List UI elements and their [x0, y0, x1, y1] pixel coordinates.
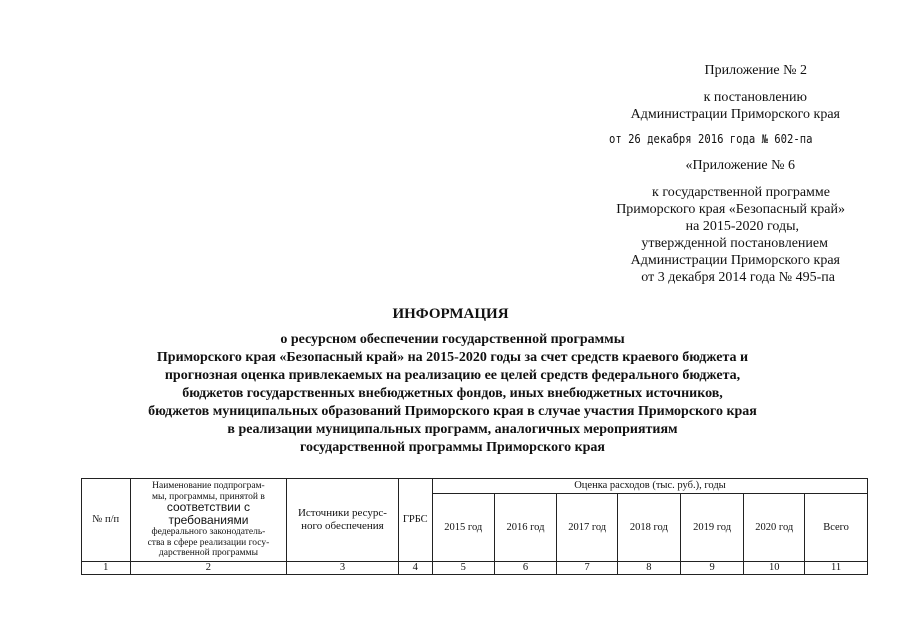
- administration2-label: Администрации Приморского края: [630, 253, 840, 268]
- col-sources-header: Источники ресурс-ного обеспечения: [287, 479, 398, 562]
- year-header-2015: 2015 год: [432, 494, 494, 562]
- year-header-total: Всего: [805, 494, 868, 562]
- administration-label: Администрации Приморского края: [630, 107, 840, 122]
- title-line-7: государственной программы Приморского края: [300, 440, 605, 455]
- date2-label: от 3 декабря 2014 года № 495-па: [641, 270, 835, 285]
- year-header-2017: 2017 год: [557, 494, 618, 562]
- column-number: 7: [557, 562, 618, 575]
- resource-table: [81, 478, 868, 575]
- title-line-6: в реализации муниципальных программ, аналогичных мероприятиям: [227, 422, 678, 437]
- col-name-line: дарственной программы: [158, 548, 258, 559]
- col-grbs-header: ГРБС: [398, 479, 432, 562]
- title-line-2: Приморского края «Безопасный край» на 2015-2020 годы за счет средств краевого бюджета и: [156, 350, 749, 365]
- column-number: 8: [618, 562, 681, 575]
- appendix-label: Приложение № 2: [704, 63, 807, 78]
- column-number: 5: [432, 562, 494, 575]
- column-number: 6: [494, 562, 557, 575]
- title-line-1: о ресурсном обеспечении государственной программы: [280, 332, 625, 347]
- document-heading: ИНФОРМАЦИЯ: [392, 306, 509, 322]
- title-line-5: бюджетов муниципальных образований Приморского края в случае участия Приморского края: [148, 404, 757, 419]
- column-number: 3: [287, 562, 398, 575]
- appendix6-label: «Приложение № 6: [685, 158, 795, 173]
- column-number: 9: [680, 562, 744, 575]
- to-resolution: к постановлению: [703, 90, 807, 105]
- title-line-3: прогнозная оценка привлекаемых на реализацию ее целей средств федерального бюджета,: [164, 368, 741, 383]
- year-header-2018: 2018 год: [618, 494, 681, 562]
- column-number: 11: [805, 562, 868, 575]
- column-number: 2: [130, 562, 287, 575]
- col-name-line: мы, программы, принятой в: [152, 491, 265, 502]
- year-header-2020: 2020 год: [744, 494, 805, 562]
- col-number-header: № п/п: [82, 479, 131, 562]
- date-stamp: от 26 декабря 2016 года № 602-па: [609, 132, 813, 146]
- col-name-header: [130, 479, 287, 562]
- column-number: 4: [398, 562, 432, 575]
- title-line-4: бюджетов государственных внебюджетных фондов, иных внебюджетных источников,: [182, 386, 723, 401]
- column-number: 1: [82, 562, 131, 575]
- col-name-line: Наименование подпрограм-: [152, 481, 265, 492]
- col-name-line: федерального законодатель-: [151, 527, 266, 538]
- col-name-line: соответствии с требованиями: [166, 500, 251, 527]
- year-header-2019: 2019 год: [680, 494, 744, 562]
- column-number: 10: [744, 562, 805, 575]
- expense-header: Оценка расходов (тыс. руб.), годы: [432, 479, 867, 494]
- to-program: к государственной программе: [652, 185, 830, 200]
- col-name-line: ства в сфере реализации госу-: [147, 537, 270, 548]
- approved-label: утвержденной постановлением: [641, 236, 828, 251]
- year-header-2016: 2016 год: [494, 494, 557, 562]
- program-name: Приморского края «Безопасный край»: [616, 202, 845, 217]
- program-years: на 2015-2020 годы,: [685, 219, 799, 234]
